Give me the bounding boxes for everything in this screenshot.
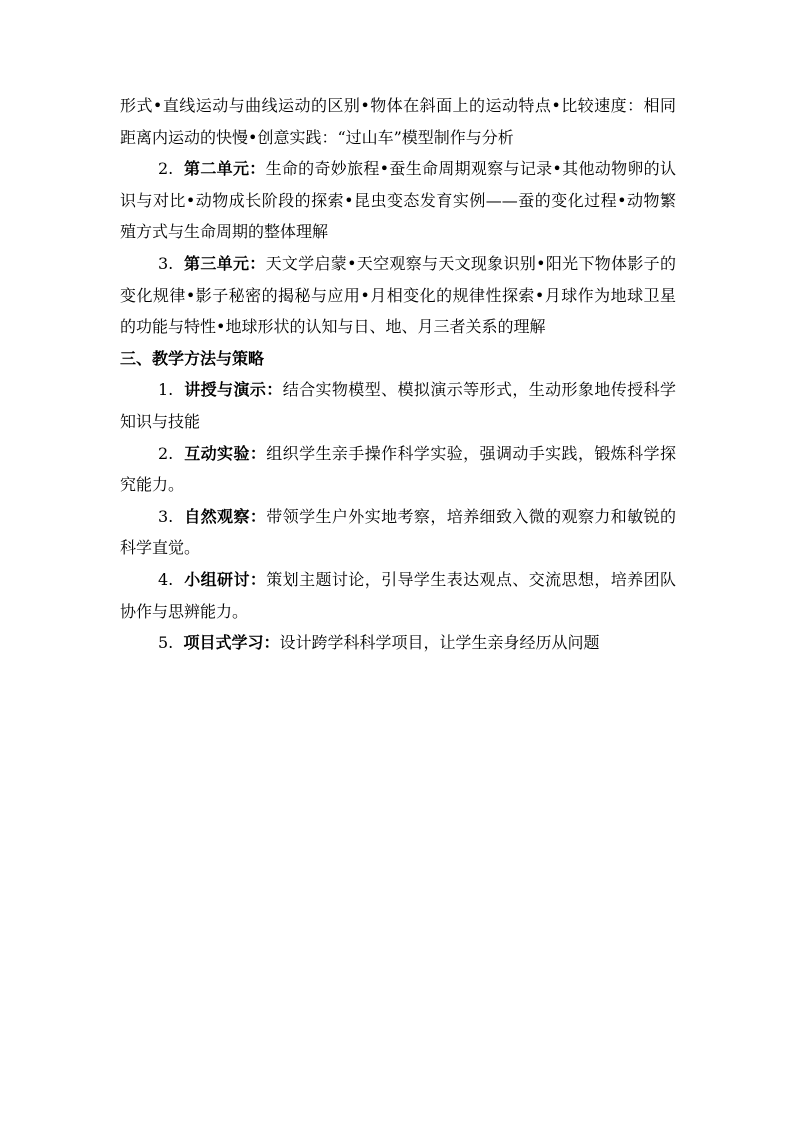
item-label: 第二单元： bbox=[184, 159, 266, 179]
list-number: 2. bbox=[158, 443, 174, 463]
section-heading: 三、教学方法与策略 bbox=[120, 348, 265, 368]
paragraph-text: 形式•直线运动与曲线运动的区别•物体在斜面上的运动特点•比较速度：相同距离内运动的快慢•创意实践：“过山车”模型制作与分析 bbox=[120, 96, 676, 147]
list-number: 2. bbox=[158, 159, 174, 179]
list-number: 3. bbox=[158, 253, 174, 273]
item-label: 互动实验： bbox=[184, 443, 267, 463]
paragraph-text: 带领学生户外实地考察，培养细致入微的观察力和敏锐的科学直觉。 bbox=[120, 506, 676, 558]
item-label: 项目式学习： bbox=[183, 633, 280, 653]
paragraph-text: 设计跨学科科学项目，让学生亲身经历从问题 bbox=[279, 633, 600, 653]
paragraph-text: 结合实物模型、模拟演示等形式，生动形象地传授科学知识与技能 bbox=[120, 380, 676, 431]
item-label: 第三单元： bbox=[184, 253, 266, 273]
paragraph-unit-2 bbox=[120, 153, 676, 248]
paragraph-text: 生命的奇妙旅程•蚕生命周期观察与记录•其他动物卵的认识与对比•动物成长阶段的探索•昆虫变态发育实例——蚕的变化过程•动物繁殖方式与生命周期的整体理解 bbox=[120, 159, 676, 242]
paragraph-method-3 bbox=[120, 501, 676, 564]
paragraph-unit-1-continued bbox=[120, 90, 676, 153]
document-body bbox=[120, 90, 676, 659]
paragraph-text: 策划主题讨论，引导学生表达观点、交流思想，培养团队协作与思辨能力。 bbox=[120, 569, 676, 621]
item-label: 自然观察： bbox=[184, 506, 267, 526]
list-number: 1. bbox=[158, 380, 174, 400]
list-number: 4. bbox=[158, 569, 174, 589]
paragraph-method-2 bbox=[120, 438, 676, 501]
paragraph-method-1 bbox=[120, 374, 676, 437]
item-label: 讲授与演示： bbox=[184, 380, 283, 400]
paragraph-unit-3 bbox=[120, 248, 676, 343]
paragraph-text: 天文学启蒙•天空观察与天文现象识别•阳光下物体影子的变化规律•影子秘密的揭秘与应用•月相变化的规律性探索•月球作为地球卫星的功能与特性•地球形状的认知与日、地、月三者关系的理解 bbox=[120, 253, 676, 337]
paragraph-method-5 bbox=[120, 627, 676, 659]
list-number: 3. bbox=[158, 506, 174, 526]
paragraph-method-4 bbox=[120, 564, 676, 627]
paragraph-text: 组织学生亲手操作科学实验，强调动手实践，锻炼科学探究能力。 bbox=[120, 443, 676, 495]
list-number: 5. bbox=[158, 633, 174, 653]
item-label: 小组研讨： bbox=[184, 569, 267, 589]
